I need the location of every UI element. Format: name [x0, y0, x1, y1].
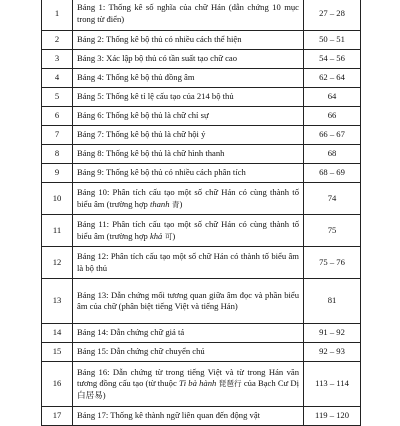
row-pages: 68: [304, 145, 361, 164]
table-row: [42, 215, 361, 247]
row-title: Bảng 4: Thống kê bộ thủ đồng âm: [73, 69, 304, 88]
table-row: [42, 407, 361, 426]
row-pages: 64: [304, 88, 361, 107]
table-row: [42, 145, 361, 164]
table-row: [42, 50, 361, 69]
table-row: [42, 279, 361, 324]
row-pages: 81: [304, 279, 361, 324]
title-han: 青: [169, 199, 180, 209]
table-row: [42, 126, 361, 145]
row-title: Bảng 6: Thống kê bộ thủ là chữ chỉ sự: [73, 107, 304, 126]
title-end: của Bạch Cư Dị 白居易): [77, 378, 300, 400]
row-number: 12: [42, 247, 73, 279]
row-number: 11: [42, 215, 73, 247]
table-row: [42, 107, 361, 126]
row-title: Bảng 2: Thống kê bộ thủ có nhiều cách thể hiện: [73, 31, 304, 50]
row-pages: 27 – 28: [304, 0, 361, 31]
table-of-tables: [41, 0, 361, 426]
row-number: 4: [42, 69, 73, 88]
row-pages: 75: [304, 215, 361, 247]
title-han: 可: [162, 231, 173, 241]
row-title: Bảng 3: Xác lập bộ thủ có tần suất tạo chữ cao: [73, 50, 304, 69]
row-pages: 66: [304, 107, 361, 126]
row-number: 3: [42, 50, 73, 69]
row-title: Bảng 8: Thống kê bộ thủ là chữ hình thanh: [73, 145, 304, 164]
table-row: [42, 362, 361, 407]
title-end: ): [172, 230, 176, 241]
row-number: 13: [42, 279, 73, 324]
row-title: Bảng 15: Dẫn chứng chữ chuyển chú: [73, 343, 304, 362]
row-pages: 113 – 114: [304, 362, 361, 407]
row-number: 17: [42, 407, 73, 426]
title-han: 琵琶行: [216, 379, 242, 389]
table-row: [42, 88, 361, 107]
row-number: 1: [42, 0, 73, 31]
table-row: [42, 69, 361, 88]
row-title: [73, 362, 304, 407]
row-title: [73, 215, 304, 247]
row-title: Bảng 17: Thống kê thành ngữ liên quan đến động vật: [73, 407, 304, 426]
title-text: Bảng 10: Phân tích cấu tạo một số chữ Hán có cùng thành tố biểu âm (trường hợp: [77, 187, 299, 209]
row-title: Bảng 14: Dẫn chứng chữ giả tá: [73, 324, 304, 343]
row-pages: 66 – 67: [304, 126, 361, 145]
title-text: Bảng 11: Phân tích cấu tạo một số chữ Hán có cùng thành tố biểu âm (trường hợp: [77, 219, 299, 241]
row-number: 16: [42, 362, 73, 407]
row-pages: 75 – 76: [304, 247, 361, 279]
row-title: Bảng 7: Thống kê bộ thủ là chữ hội ý: [73, 126, 304, 145]
row-number: 8: [42, 145, 73, 164]
title-text: Bảng 16: Dẫn chứng từ trong tiếng Việt và từ trong Hán văn tương đồng cấu tạo (từ thuộc: [77, 366, 299, 389]
row-number: 14: [42, 324, 73, 343]
table-row: [42, 0, 361, 31]
row-title: [73, 183, 304, 215]
row-number: 9: [42, 164, 73, 183]
title-italic: thanh: [149, 198, 170, 209]
row-pages: 54 – 56: [304, 50, 361, 69]
table-row: [42, 183, 361, 215]
row-pages: 92 – 93: [304, 343, 361, 362]
title-italic: Tì bà hành: [178, 378, 217, 389]
table-row: [42, 324, 361, 343]
table-row: [42, 31, 361, 50]
table-row: [42, 343, 361, 362]
row-title: Bảng 12: Phân tích cấu tạo một số chữ Hán có thành tố biểu âm là bộ thủ: [73, 247, 304, 279]
row-pages: 74: [304, 183, 361, 215]
row-title: Bảng 13: Dẫn chứng mối tương quan giữa âm đọc và phần biểu âm của chữ (phân biệt tiếng Việt và tiếng Hán): [73, 279, 304, 324]
row-pages: 62 – 64: [304, 69, 361, 88]
row-number: 7: [42, 126, 73, 145]
title-italic: khả: [149, 230, 163, 241]
row-pages: 119 – 120: [304, 407, 361, 426]
table-row: [42, 247, 361, 279]
row-number: 10: [42, 183, 73, 215]
row-title: Bảng 1: Thống kê số nghĩa của chữ Hán (dẫn chứng 10 mục trong từ điển): [73, 0, 304, 31]
row-pages: 91 – 92: [304, 324, 361, 343]
row-number: 5: [42, 88, 73, 107]
row-title: Bảng 9: Thống kê bộ thủ có nhiều cách phân tích: [73, 164, 304, 183]
table-row: [42, 164, 361, 183]
row-number: 15: [42, 343, 73, 362]
row-number: 6: [42, 107, 73, 126]
row-number: 2: [42, 31, 73, 50]
row-pages: 50 – 51: [304, 31, 361, 50]
row-pages: 68 – 69: [304, 164, 361, 183]
row-title: Bảng 5: Thống kê tỉ lệ cấu tạo của 214 bộ thủ: [73, 88, 304, 107]
toc-body: [42, 0, 361, 426]
title-end: ): [179, 198, 183, 209]
